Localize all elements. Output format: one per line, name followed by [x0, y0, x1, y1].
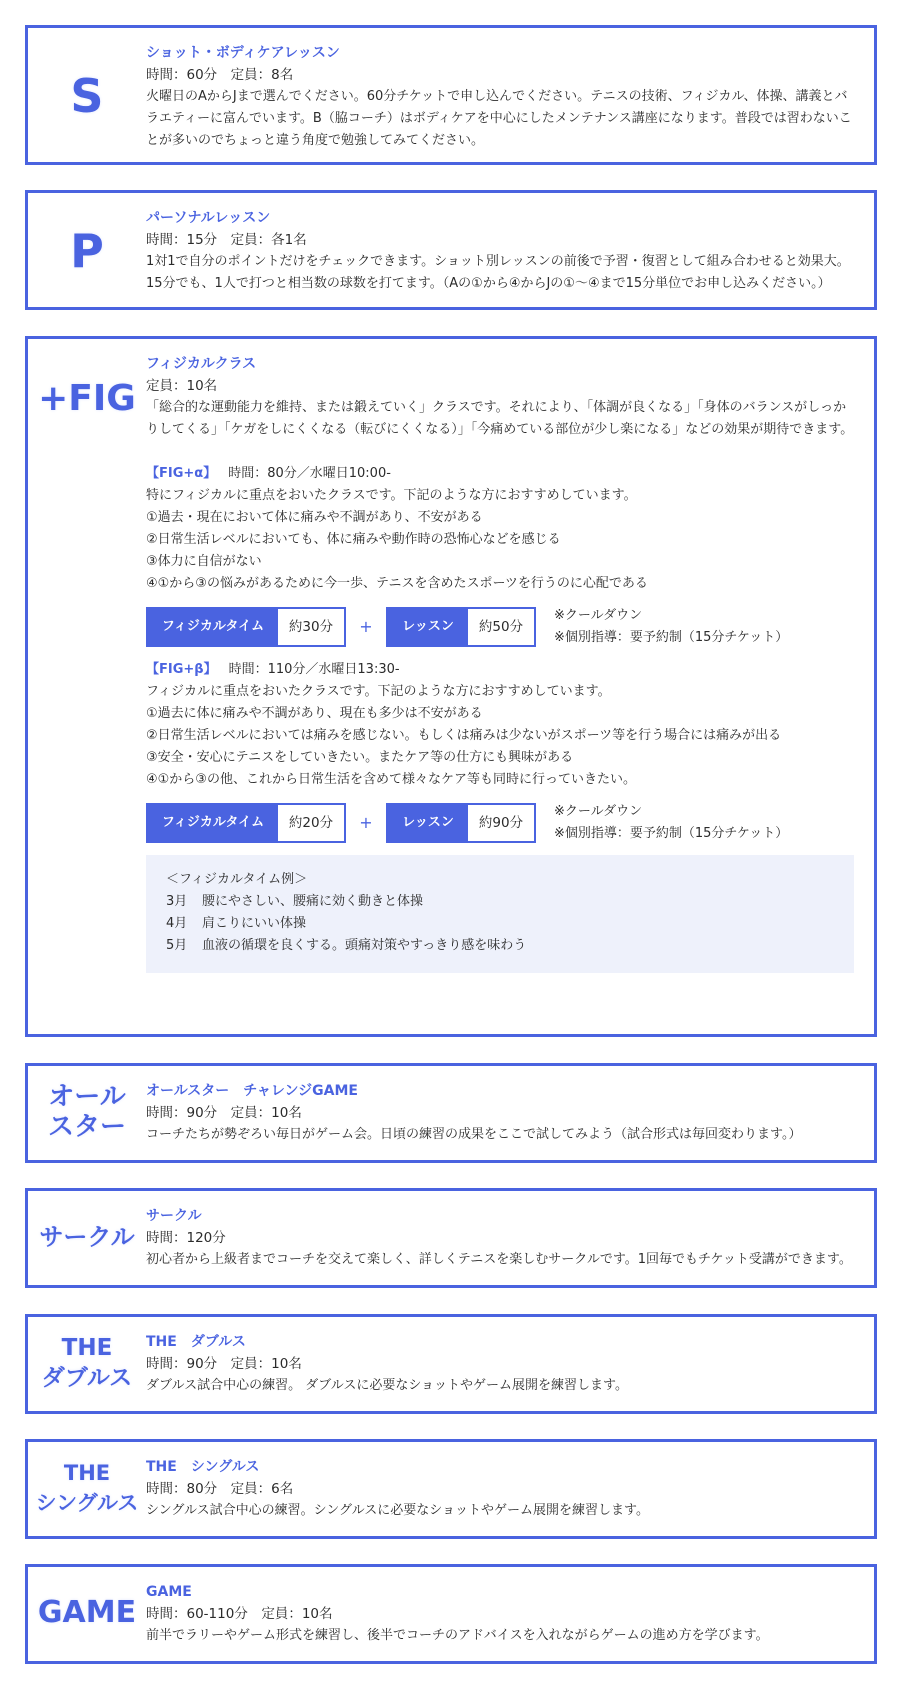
course-logo-allstar [28, 1082, 146, 1142]
course-content [146, 1331, 854, 1397]
sub-class-point: ③安全・安心にテニスをしていきたい。またケア等の仕方にも興味がある [146, 750, 574, 765]
physical-time-label: フィジカルタイム [148, 805, 278, 841]
example-month: 5月 [166, 938, 188, 953]
example-month: 4月 [166, 916, 188, 931]
lesson-label: レッスン [388, 805, 468, 841]
physical-time-pill [146, 607, 346, 647]
sub-class-intro: フィジカルに重点をおいたクラスです。下記のような方におすすめしています。 [146, 684, 611, 699]
example-month: 3月 [166, 894, 188, 909]
course-logo-doubles [28, 1333, 146, 1393]
cooldown-note: ※クールダウン [554, 804, 643, 819]
sub-class-point: ①過去・現在において体に痛みや不調があり、不安がある [146, 510, 483, 525]
physical-time-label: フィジカルタイム [148, 609, 278, 645]
course-meta: 定員：10名 [146, 378, 218, 394]
course-card-physical [25, 336, 877, 1037]
class-flow [146, 803, 854, 843]
example-text: 血液の循環を良くする。頭痛対策やすっきり感を味わう [202, 938, 527, 953]
plus-icon: + [359, 617, 373, 636]
course-content [146, 353, 854, 973]
course-logo-circle: サークル [39, 1223, 135, 1251]
course-logo-game: GAME [37, 1595, 137, 1630]
plus-icon: + [359, 813, 373, 832]
individual-guidance-note: ※個別指導：要予約制（15分チケット） [554, 630, 789, 645]
lesson-value: 約90分 [468, 805, 534, 841]
sub-class-point: ①過去に体に痛みや不調があり、現在も多少は不安がある [146, 706, 483, 721]
flow-notes [554, 801, 788, 845]
course-title: ショット・ボディケアレッスン [146, 45, 340, 61]
logo-line: シングルス [35, 1491, 139, 1515]
physical-time-pill [146, 803, 346, 843]
course-card-circle [25, 1188, 877, 1288]
course-description: 初心者から上級者までコーチを交えて楽しく、詳しくテニスを楽しむサークルです。1回毎でもチケット受講ができます。 [146, 1252, 852, 1267]
lesson-value: 約50分 [468, 609, 534, 645]
course-content [146, 1205, 854, 1271]
course-logo-fig: +FIG [38, 378, 136, 419]
course-title: THE シングルス [146, 1459, 260, 1475]
course-logo-singles [28, 1458, 146, 1518]
example-item [166, 935, 834, 957]
course-description-line: 1対1で自分のポイントだけをチェックできます。ショット別レッスンの前後で予習・復習として組み合わせると効果大。 [146, 254, 850, 269]
course-card-allstar [25, 1063, 877, 1163]
logo-line: スター [47, 1112, 126, 1142]
course-meta: 時間：90分 定員：10名 [146, 1356, 302, 1372]
sub-class-intro: 特にフィジカルに重点をおいたクラスです。下記のような方におすすめしています。 [146, 488, 637, 503]
logo-line: オール [48, 1082, 126, 1112]
course-description: コーチたちが勢ぞろい毎日がゲーム会。日頃の練習の成果をここで試してみよう（試合形式は毎回変わります。） [146, 1127, 802, 1142]
sub-class-point: ②日常生活レベルにおいても、体に痛みや動作時の恐怖心などを感じる [146, 532, 561, 547]
course-title: THE ダブルス [146, 1334, 246, 1350]
lesson-pill [386, 607, 536, 647]
sub-class-time: 時間：80分／水曜日10:00- [228, 466, 391, 481]
course-content [146, 1581, 854, 1647]
example-text: 腰にやさしい、腰痛に効く動きと体操 [202, 894, 424, 909]
course-description: シングルス試合中心の練習。シングルスに必要なショットやゲーム展開を練習します。 [146, 1503, 649, 1518]
example-item [166, 891, 834, 913]
lesson-label: レッスン [388, 609, 468, 645]
course-card-singles [25, 1439, 877, 1539]
course-content [146, 1080, 854, 1146]
sub-class-name: 【FIG+β】 [146, 662, 217, 677]
course-meta: 時間：15分 定員：各1名 [146, 232, 307, 248]
course-card-personal [25, 190, 877, 310]
course-title: パーソナルレッスン [146, 210, 271, 226]
course-meta: 時間：80分 定員：6名 [146, 1481, 294, 1497]
sub-class-point: ④①から③の他、これから日常生活を含めて様々なケア等も同時に行っていきたい。 [146, 772, 636, 787]
course-card-game [25, 1564, 877, 1664]
physical-time-value: 約30分 [278, 609, 344, 645]
sub-class-point: ②日常生活レベルにおいては痛みを感じない。もしくは痛みは少ないがスポーツ等を行う場合には痛みが出る [146, 728, 782, 743]
course-content [146, 1456, 854, 1522]
lesson-pill [386, 803, 536, 843]
sub-class-time: 時間：110分／水曜日13:30- [228, 662, 400, 677]
course-card-shot-bodycare [25, 25, 877, 165]
physical-time-examples [146, 855, 854, 973]
course-title: オールスター チャレンジGAME [146, 1083, 359, 1099]
sub-class-alpha [146, 463, 854, 647]
sub-class-beta [146, 659, 854, 843]
course-meta: 時間：90分 定員：10名 [146, 1105, 302, 1121]
course-logo-s: S [70, 69, 104, 123]
course-content [146, 207, 854, 295]
examples-heading: ＜フィジカルタイム例＞ [166, 872, 308, 887]
logo-line: THE [61, 1335, 113, 1361]
cooldown-note: ※クールダウン [554, 608, 643, 623]
sub-class-point: ④①から③の悩みがあるために今一歩、テニスを含めたスポーツを行うのに心配である [146, 576, 648, 591]
flow-notes [554, 605, 788, 649]
physical-time-value: 約20分 [278, 805, 344, 841]
course-logo-p: P [70, 224, 104, 278]
course-description: 前半でラリーやゲーム形式を練習し、後半でコーチのアドバイスを入れながらゲームの進め方を学びます。 [146, 1628, 769, 1643]
course-description: ダブルス試合中心の練習。 ダブルスに必要なショットやゲーム展開を練習します。 [146, 1378, 629, 1393]
course-meta: 時間：60分 定員：8名 [146, 67, 294, 83]
course-description: 火曜日のAからJまで選んでください。60分チケットで申し込んでください。テニスの技術、フィジカル、体操、講義とバラエティーに富んでいます。B（脇コーチ）はボディケアを中心にしたメンテナンス講座になります。普段では習わないことが多いのでちょっと違う角度で勉強してみてください。 [146, 89, 852, 148]
course-content [146, 42, 854, 152]
course-card-doubles [25, 1314, 877, 1414]
sub-class-point: ③体力に自信がない [146, 554, 262, 569]
logo-line: THE [63, 1461, 111, 1485]
course-description: 「総合的な運動能力を維持、または鍛えていく」クラスです。それにより、「体調が良くなる」「身体のバランスがしっかりしてくる」「ケガをしにくくなる（転びにくくなる）」「今痛めている部位が少し楽になる」などの効果が期待できます。 [146, 400, 854, 437]
sub-class-name: 【FIG+α】 [146, 466, 217, 481]
example-text: 肩こりにいい体操 [202, 916, 307, 931]
course-title: フィジカルクラス [146, 356, 257, 372]
course-meta: 時間：120分 [146, 1230, 226, 1246]
logo-line: ダブルス [41, 1365, 133, 1391]
class-flow [146, 607, 854, 647]
course-description-line: 15分でも、1人で打つと相当数の球数を打てます。（Aの①から④からJの①〜④まで15分単位でお申し込みください。） [146, 276, 831, 291]
course-title: GAME [146, 1584, 192, 1600]
example-item [166, 913, 834, 935]
course-title: サークル [146, 1208, 202, 1224]
individual-guidance-note: ※個別指導：要予約制（15分チケット） [554, 826, 789, 841]
course-meta: 時間：60-110分 定員：10名 [146, 1606, 333, 1622]
